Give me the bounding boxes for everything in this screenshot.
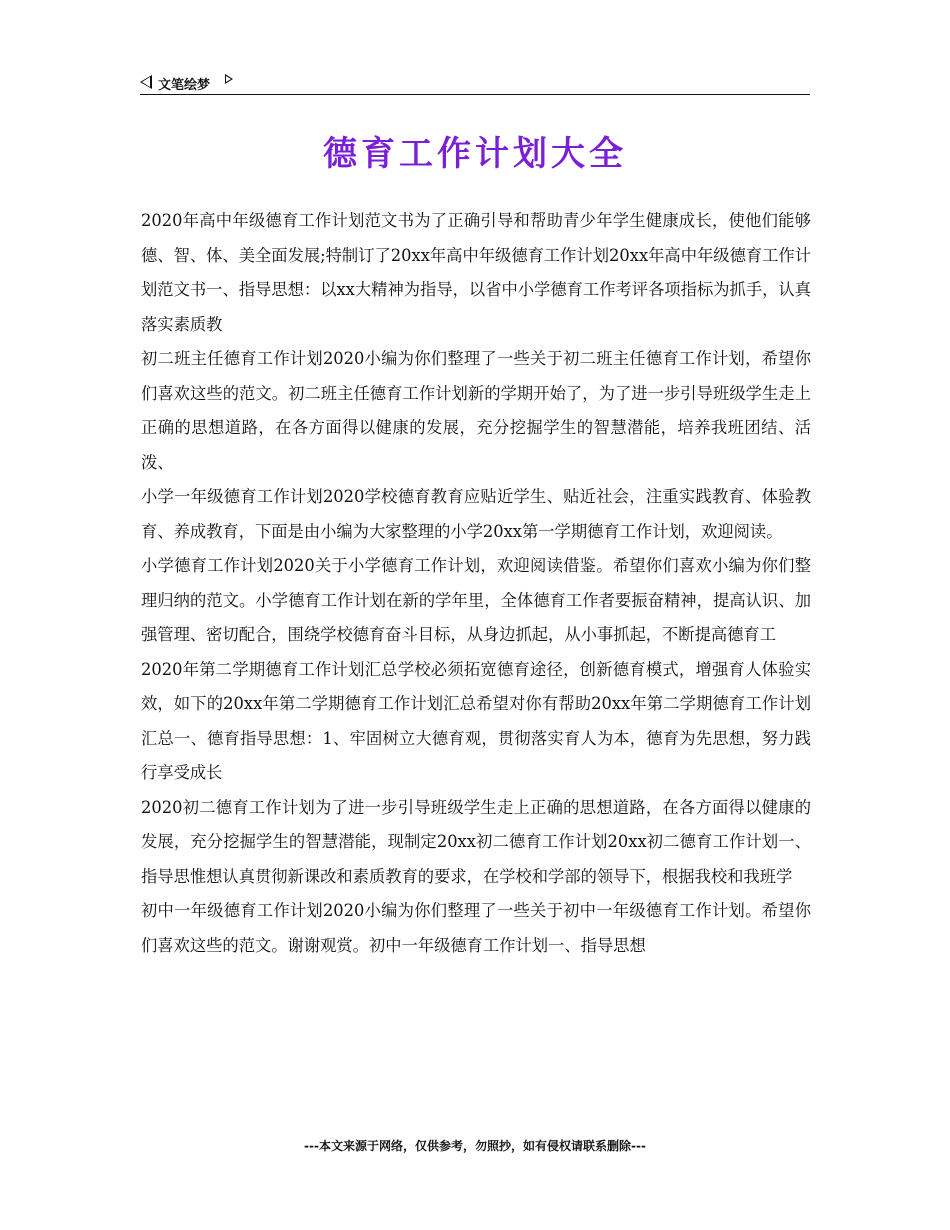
triangle-left-icon <box>140 75 152 89</box>
document-title: 德育工作计划大全 <box>323 134 627 174</box>
paragraph: 初中一年级德育工作计划2020小编为你们整理了一些关于初中一年级德育工作计划。希望你们喜欢这些的范文。谢谢观赏。初中一年级德育工作计划一、指导思想 <box>141 901 811 955</box>
document-body <box>141 204 811 963</box>
paragraph: 2020初二德育工作计划为了进一步引导班级学生走上正确的思想道路，在各方面得以健康的发展，充分挖掘学生的智慧潜能，现制定20xx初二德育工作计划20xx初二德育工作计划一、指导思惟想认真贯彻新课改和素质教育的要求，在学校和学部的领导下，根据我校和我班学 <box>141 797 811 886</box>
paragraph: 2020年第二学期德育工作计划汇总学校必须拓宽德育途径，创新德育模式，增强育人体验实效，如下的20xx年第二学期德育工作计划汇总希望对你有帮助20xx年第二学期德育工作计划汇总一、德育指导思想：1、牢固树立大德育观，贯彻落实育人为本，德育为先思想，努力践行享受成长 <box>141 659 811 782</box>
page-header <box>140 72 810 95</box>
header-brand: 文笔绘梦 <box>158 78 211 93</box>
paragraph: 小学德育工作计划2020关于小学德育工作计划，欢迎阅读借鉴。希望你们喜欢小编为你们整理归纳的范文。小学德育工作计划在新的学年里，全体德育工作者要振奋精神，提高认识、加强管理、密切配合，围绕学校德育奋斗目标，从身边抓起，从小事抓起，不断提高德育工 <box>141 556 811 644</box>
page-footer: ---本文来源于网络，仅供参考，勿照抄，如有侵权请联系删除--- <box>304 1139 646 1153</box>
paragraph: 2020年高中年级德育工作计划范文书为了正确引导和帮助青少年学生健康成长，使他们能够德、智、体、美全面发展;特制订了20xx年高中年级德育工作计划20xx年高中年级德育工作计划范文书一、指导思想：以xx大精神为指导，以省中小学德育工作考评各项指标为抓手，认真落实素质教 <box>141 211 811 334</box>
triangle-right-icon <box>225 74 233 84</box>
paragraph: 小学一年级德育工作计划2020学校德育教育应贴近学生、贴近社会，注重实践教育、体验教育、养成教育，下面是由小编为大家整理的小学20xx第一学期德育工作计划，欢迎阅读。 <box>141 487 811 541</box>
paragraph: 初二班主任德育工作计划2020小编为你们整理了一些关于初二班主任德育工作计划，希望你们喜欢这些的范文。初二班主任德育工作计划新的学期开始了，为了进一步引导班级学生走上正确的思想道路，在各方面得以健康的发展，充分挖掘学生的智慧潜能，培养我班团结、活泼、 <box>141 349 811 472</box>
